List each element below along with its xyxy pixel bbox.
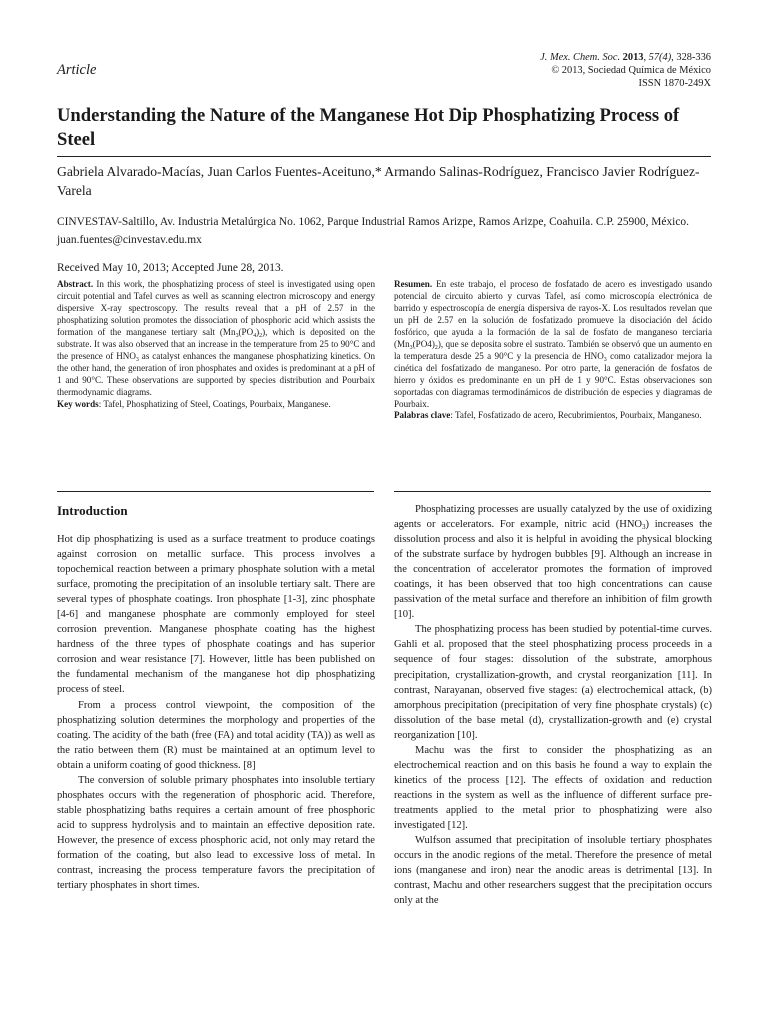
keywords-spanish — [394, 410, 712, 422]
body-paragraph: The conversion of soluble primary phosphates into insoluble tertiary phosphates occurs with the regeneration of phosphoric acid. Therefore, stable phosphatizing baths requires a certain amount of free phosphoric acid to suppress hydrolysis and to maintain an effective deposition rate. However, the presence of excess phosphoric acid, not only may retard the formation of the coating, but also lead to excessive loss of metal. In contrast, increasing the process temperature favors the precipitation of tertiary phosphates in short times. — [57, 774, 375, 892]
section-heading-introduction: Introduction — [57, 503, 128, 518]
journal-year: 2013 — [622, 52, 644, 63]
affiliation: CINVESTAV-Saltillo, Av. Industria Metalúrgica No. 1062, Parque Industrial Ramos Arizpe, Ramos Arizpe, Coahuila. C.P. 25900, México. juan.fuentes@cinvestav.edu.mx — [57, 216, 689, 246]
journal-name: J. Mex. Chem. Soc. — [540, 52, 621, 63]
abstract-divider-left — [57, 491, 374, 492]
abstract-divider-right — [394, 491, 711, 492]
article-type-label: Article — [57, 62, 97, 78]
resumen-text: (PO4) — [412, 338, 435, 349]
author-list: Gabriela Alvarado-Macías, Juan Carlos Fuentes-Aceituno,* Armando Salinas-Rodríguez, Francisco Javier Rodríguez-Varela — [57, 164, 700, 199]
abstract-text: ), which is deposited on the substrate. It was also observed that an increase in the temperature from 25 to 90°C and the presence of HNO — [57, 326, 376, 361]
abstract-text: ) — [256, 326, 260, 337]
subscript: 2 — [259, 332, 263, 339]
abstract-spanish-body — [394, 279, 712, 410]
journal-citation-line: J. Mex. Chem. Soc. 2013, 57(4), 328-336 — [540, 52, 711, 63]
abstract-label: Abstract. — [57, 279, 94, 289]
body-paragraph: The phosphatizing process has been studied by potential-time curves. Gahli et al. proposed that the steel phosphatizing process proceeds in a sequence of four stages: dissolution of the substrate, amorphous precipitation, crystallization-growth, and crystal reorganization [11]. In contrast, Narayanan, observed five stages: (a) electrochemical attack, (b) amorphous precipitation (precipitation of very fine phosphate crystals) (c) dissolution of the base metal (d), crystallization-growth and (e) crystal reorganization [10]. — [394, 624, 712, 741]
abstract-english — [57, 279, 375, 410]
abstract-text: as catalyst enhances the manganese phosphatizing kinetics. On the other hand, the generation of iron phosphates and oxides is predominant at a pH of 1 and 90°C. These observations are supported by species distribution and Pourbaix thermodynamic diagrams. — [57, 350, 376, 397]
subscript: 2 — [434, 344, 438, 351]
received-dates: Received May 10, 2013; Accepted June 28, 2013. — [57, 262, 284, 274]
subscript: 3 — [135, 356, 139, 363]
subscript: 3 — [409, 344, 413, 351]
body-paragraph: From a process control viewpoint, the composition of the phosphatizing solution determines the morphology and properties of the coating. The acidity of the bath (free (FA) and total acidity (TA)) as well as the ratio between them (R) must be maintained at an optimum level to obtain a uniform coating of good thickness. [8] — [57, 699, 375, 771]
journal-volume: 57(4) — [648, 52, 672, 63]
palabras-clave-text: : Tafel, Fosfatizado de acero, Recubrimientos, Pourbaix, Manganeso. — [450, 410, 702, 421]
keywords-label: Key words — [57, 398, 99, 409]
body-paragraph — [394, 502, 712, 622]
body-text: ) increases the dissolution process and also it is helpful in avoiding the physical blocking of the substrate surface by hydrogen bubbles [9]. Although an increase in the concentration of accelerator promotes the formation of improved coatings, it has been observed that too high concentrations can cause passivation of the metal surface and therefore an inhibition of film growth [10]. — [394, 519, 712, 621]
journal-citation — [411, 51, 711, 91]
resumen-text: ), que se deposita sobre el sustrato. También se observó que un aumento en la temperatura desde 25 a 90°C y la presencia de HNO — [394, 338, 712, 361]
abstract-text: In this work, the phosphatizing process of steel is investigated using open circuit potential and Tafel curves as well as scanning electron microscopy and energy dispersive X-ray spectroscopy. The results reveal that a pH of 2.57 in the phosphatizing solution promotes the dissociation of phosphoric acid which assists the formation of the manganese tertiary salt (Mn — [57, 279, 375, 337]
body-paragraph: Wulfson assumed that precipitation of insoluble tertiary phosphates occurs in the anodic regions of the metal. Therefore the presence of metal ions (manganese and iron) near the anodic areas is detrimental [13]. In contrast, Machu and other researchers suggest that the precipitation occurs only at the — [394, 835, 712, 907]
body-text: Phosphatizing processes are usually catalyzed by the use of oxidizing agents or accelerators. For example, nitric acid (HNO — [394, 504, 712, 531]
keywords-text: : Tafel, Phosphatizing of Steel, Coatings, Pourbaix, Manganese. — [98, 398, 331, 409]
title-divider — [57, 156, 711, 157]
keywords-english — [57, 399, 375, 411]
body-paragraph: Machu was the first to consider the phosphatizing as an electrochemical reaction and on this basis he found a way to explain the kinetics of the process [12]. The effects of oxidation and reduction reactions in the system as well as the influence of different surface pre-treatments applied to the metal prior to phosphatizing were also investigated [12]. — [394, 744, 712, 831]
journal-issn: ISSN 1870-249X — [638, 78, 711, 90]
body-column-left — [57, 532, 375, 893]
subscript: 3 — [235, 332, 239, 339]
journal-pages: , 328-336 — [671, 52, 711, 63]
subscript: 3 — [603, 356, 607, 363]
body-column-right — [394, 502, 712, 908]
abstract-spanish — [394, 279, 712, 422]
body-paragraph: Hot dip phosphatizing is used as a surface treatment to produce coatings against corrosion on metallic surface. This process involves a topochemical reaction between a primary phosphate solution with a metal surface, promoting the precipitation of an insoluble tertiary salt. There are several types of phosphate coatings. Iron phosphate [1-3], zinc phosphate [4-6] and manganese phosphate are commonly employed for steel corrosion prevention. Manganese phosphate coating has the highest hardness of the three types of phosphate coatings and has superior corrosion and wear resistance [7]. However, little has been published on the fundamental mechanism of the manganese hot dip phosphatizing process of steel. — [57, 534, 375, 696]
subscript: 4 — [253, 332, 257, 339]
journal-copyright: © 2013, Sociedad Química de México — [551, 65, 711, 77]
abstract-english-body — [57, 279, 375, 399]
palabras-clave-label: Palabras clave — [394, 410, 451, 421]
resumen-text: como catalizador mejora la cinética del fosfatizado de manganeso. Por otro parte, la generación de fosfatos de hierro y óxidos es predominante en un pH de 1 y 90°C. Estas observaciones son soportadas con diagramas termodinámicos de distribución de especies y diagramas de Pourbaix. — [394, 350, 713, 409]
subscript: 3 — [642, 524, 646, 532]
paper-title: Understanding the Nature of the Manganese Hot Dip Phosphatizing Process of Steel — [57, 105, 680, 150]
abstract-text: (PO — [238, 326, 254, 337]
resumen-text: En este trabajo, el proceso de fosfatado de acero es investigado usando potencial de circuito abierto y curvas Tafel, así como microscopía electrónica de barrido y espectroscopía de energía dispersiva de rayos-X. Los resultados revelan que un pH de 2.57 en la solución de fosfatizado promueve la disociación del ácido fosfórico, que ayuda a la formación de la sal de fosfato de manganeso terciaria (Mn — [394, 279, 712, 349]
resumen-label: Resumen. — [394, 279, 433, 289]
